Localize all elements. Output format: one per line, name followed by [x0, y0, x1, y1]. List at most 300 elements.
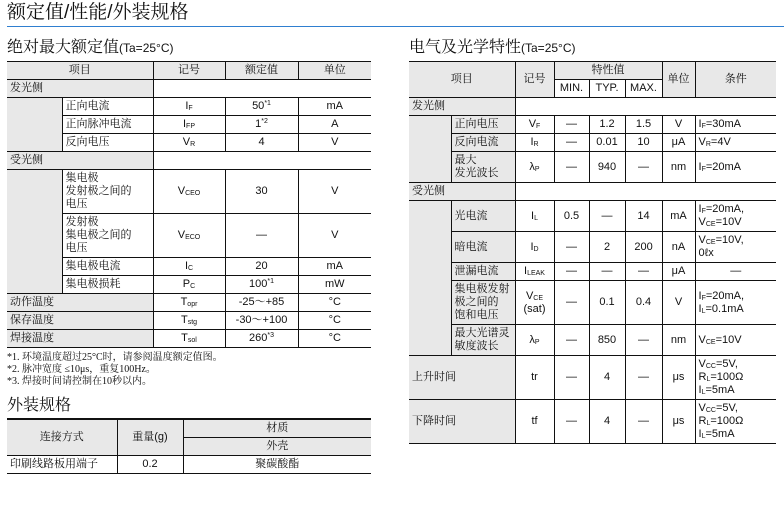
table-row — [7, 312, 371, 330]
condition-value: =20mA — [705, 160, 742, 173]
symbol-subscript: D — [533, 245, 539, 253]
condition-subscript: CC — [705, 363, 716, 370]
symbol-main: λ — [529, 160, 535, 173]
condition-symbol: I — [698, 428, 702, 440]
symbol-cell — [515, 201, 554, 232]
condition-symbol: I — [698, 384, 702, 396]
min-cell: 0.5 — [554, 201, 589, 232]
table-row — [409, 134, 776, 152]
unit-cell: mA — [298, 98, 371, 116]
table-row — [409, 356, 776, 400]
condition-cell — [695, 281, 776, 325]
condition-line — [699, 118, 774, 131]
title-divider — [7, 26, 784, 27]
page-title: 额定值/性能/外装规格 — [7, 2, 189, 23]
min-cell: — — [554, 232, 589, 263]
symbol-main: P — [182, 278, 191, 290]
header-rated-value: 额定值 — [225, 62, 298, 80]
header-weight: 重量(g) — [117, 419, 183, 456]
symbol-subscript: C — [188, 265, 194, 272]
group-indent — [7, 170, 62, 294]
condition-value: =10V — [715, 333, 742, 346]
max-cell: — — [625, 356, 662, 400]
condition-line — [699, 247, 774, 260]
symbol-main: I — [184, 260, 188, 272]
item-cell: 正向电压 — [451, 116, 515, 134]
condition-value: =30mA — [705, 118, 742, 130]
package-row — [7, 456, 371, 474]
package-title: 外装规格 — [7, 397, 72, 414]
condition-line — [699, 234, 774, 247]
unit-cell: °C — [298, 312, 371, 330]
package-table — [7, 418, 371, 474]
rated-value-cell — [225, 258, 298, 276]
condition-symbol: V — [698, 333, 706, 346]
symbol-main: V — [525, 289, 534, 302]
group-row — [7, 80, 371, 98]
rated-value-cell — [225, 214, 298, 258]
unit-cell: V — [662, 281, 695, 325]
footnotes — [7, 352, 371, 388]
group-row — [409, 98, 776, 116]
unit-cell: mA — [298, 258, 371, 276]
symbol-main: T — [180, 296, 188, 308]
typ-cell: 4 — [589, 356, 625, 400]
item-cell: 暗电流 — [451, 232, 515, 263]
symbol-subscript: FP — [186, 123, 195, 130]
table-row — [409, 325, 776, 356]
symbol-subscript: P — [534, 165, 540, 173]
condition-line — [699, 402, 774, 415]
min-cell: — — [554, 134, 589, 152]
symbol-subscript: CEO — [185, 190, 201, 197]
condition-value: =100Ω — [710, 415, 744, 427]
symbol-cell — [515, 281, 554, 325]
table-row — [7, 98, 371, 116]
min-cell: — — [554, 325, 589, 356]
item-cell: 上升时间 — [409, 356, 515, 400]
unit-cell: V — [298, 170, 371, 214]
condition-symbol: V — [698, 402, 706, 414]
ratings-title-text: 绝对最大额定值 — [7, 39, 120, 56]
unit-cell: V — [298, 214, 371, 258]
symbol-cell — [515, 232, 554, 263]
typ-cell: 1.2 — [589, 116, 625, 134]
rated-value: 4 — [258, 136, 265, 148]
table-row — [409, 152, 776, 183]
unit-cell: V — [662, 116, 695, 134]
unit-cell: mW — [298, 276, 371, 294]
item-cell: 集电极 发射极之间的 电压 — [62, 170, 153, 214]
condition-cell — [695, 201, 776, 232]
symbol-main: T — [180, 314, 188, 326]
table-row — [409, 201, 776, 232]
condition-cell — [695, 263, 776, 281]
symbol-subscript: sol — [187, 337, 197, 344]
rated-value: -30～+100 — [235, 314, 288, 326]
header-case: 外壳 — [183, 438, 371, 456]
max-cell: 14 — [625, 201, 662, 232]
header-symbol: 记号 — [515, 62, 554, 98]
condition-line — [699, 265, 774, 278]
ratings-title — [7, 38, 371, 58]
rated-value: 50 — [252, 100, 265, 112]
group-spacer — [153, 152, 371, 170]
condition-line — [699, 303, 774, 316]
package-header-row — [7, 419, 371, 438]
condition-symbol: V — [698, 216, 706, 228]
right-column — [409, 38, 776, 444]
header-unit: 单位 — [662, 62, 695, 98]
condition-subscript: CE — [705, 239, 716, 246]
unit-cell: nA — [662, 232, 695, 263]
rated-value: 30 — [255, 185, 268, 197]
symbol-main: I — [530, 136, 534, 148]
typ-cell: 850 — [589, 325, 625, 356]
condition-value: =10V, — [715, 234, 744, 246]
symbol-cell — [153, 214, 225, 258]
group-label: 发光侧 — [409, 98, 515, 116]
header-item: 项目 — [409, 62, 515, 98]
max-cell: — — [625, 400, 662, 444]
symbol-subscript: F — [536, 123, 541, 130]
symbol-cell — [153, 294, 225, 312]
symbol-cell — [515, 325, 554, 356]
max-cell: 0.4 — [625, 281, 662, 325]
condition-value: =20mA, — [705, 289, 745, 302]
condition-cell — [695, 400, 776, 444]
condition-subscript: F — [701, 165, 706, 173]
table-row — [7, 276, 371, 294]
unit-cell: °C — [298, 330, 371, 348]
condition-value: =0.1mA — [705, 302, 744, 315]
symbol-subscript: F — [188, 105, 193, 112]
header-max: MAX. — [625, 80, 662, 98]
symbol-subscript: CE — [533, 294, 544, 302]
symbol-subscript: R — [533, 141, 539, 148]
symbol-cell — [515, 400, 554, 444]
symbol-subscript: LEAK — [527, 270, 545, 277]
condition-subscript: L — [701, 389, 706, 396]
condition-value: =10V — [715, 216, 742, 228]
rated-value-cell — [225, 98, 298, 116]
group-spacer — [153, 80, 371, 98]
header-min: MIN. — [554, 80, 589, 98]
condition-line — [699, 384, 774, 397]
unit-cell: μA — [662, 263, 695, 281]
characteristics-condition: (Ta=25°C) — [521, 41, 576, 55]
rated-value-cell — [225, 330, 298, 348]
symbol-cell — [515, 116, 554, 134]
min-cell: — — [554, 356, 589, 400]
condition-symbol: 0ℓx — [698, 247, 714, 259]
symbol-subscript: opr — [187, 301, 198, 308]
item-cell: 集电极发射 极之间的 饱和电压 — [451, 281, 515, 325]
condition-symbol: I — [698, 203, 702, 215]
min-cell: — — [554, 116, 589, 134]
symbol-subscript: stg — [187, 319, 198, 326]
condition-cell — [695, 325, 776, 356]
group-spacer — [515, 98, 776, 116]
rated-value: -25～+85 — [238, 296, 285, 308]
table-row — [409, 116, 776, 134]
symbol-cell — [515, 263, 554, 281]
group-indent — [409, 201, 451, 356]
item-cell: 正向脉冲电流 — [62, 116, 153, 134]
symbol-main: I — [530, 240, 534, 253]
condition-subscript: L — [706, 420, 711, 427]
item-cell: 最大光谱灵 敏度波长 — [451, 325, 515, 356]
symbol-suffix: (sat) — [523, 302, 546, 315]
condition-line — [699, 358, 774, 371]
characteristics-title-text: 电气及光学特性 — [409, 39, 522, 56]
table-row — [409, 400, 776, 444]
left-column — [7, 38, 371, 474]
unit-cell: °C — [298, 294, 371, 312]
table-row — [7, 214, 371, 258]
symbol-cell — [515, 356, 554, 400]
rated-value-cell — [225, 312, 298, 330]
header-item: 项目 — [7, 62, 153, 80]
max-cell: 10 — [625, 134, 662, 152]
max-cell: — — [625, 325, 662, 356]
table-row — [409, 281, 776, 325]
condition-symbol: I — [698, 160, 702, 173]
header-row — [409, 62, 776, 80]
condition-value: =100Ω — [710, 371, 744, 383]
item-cell: 焊接温度 — [7, 330, 153, 348]
condition-subscript: F — [701, 123, 706, 130]
condition-symbol: V — [698, 136, 706, 148]
header-connection: 连接方式 — [7, 419, 117, 456]
group-indent — [409, 116, 451, 183]
unit-cell: μs — [662, 356, 695, 400]
condition-symbol: I — [698, 289, 702, 302]
header-row — [7, 62, 371, 80]
rated-value: 100 — [249, 278, 268, 290]
condition-subscript: CC — [705, 407, 716, 414]
unit-cell: nm — [662, 152, 695, 183]
connection-value: 印刷线路板用端子 — [7, 456, 117, 474]
condition-line — [699, 334, 774, 347]
rated-value-cell — [225, 170, 298, 214]
rated-value: 20 — [255, 260, 268, 272]
typ-cell: 2 — [589, 232, 625, 263]
condition-line — [699, 415, 774, 428]
symbol-main: V — [177, 229, 186, 241]
condition-subscript: L — [701, 307, 706, 315]
symbol-main: I — [182, 118, 187, 130]
symbol-cell — [153, 312, 225, 330]
condition-line — [699, 203, 774, 216]
typ-cell: 0.01 — [589, 134, 625, 152]
item-cell: 反向电流 — [451, 134, 515, 152]
table-row — [7, 170, 371, 214]
condition-line — [699, 371, 774, 384]
rated-value: — — [256, 229, 267, 241]
typ-cell: 0.1 — [589, 281, 625, 325]
item-cell: 下降时间 — [409, 400, 515, 444]
table-row — [7, 134, 371, 152]
condition-subscript: R — [705, 141, 711, 148]
rated-value: 260 — [249, 332, 268, 344]
condition-subscript: L — [706, 376, 711, 383]
max-cell: 200 — [625, 232, 662, 263]
condition-value: =5mA — [705, 428, 735, 440]
condition-cell — [695, 152, 776, 183]
unit-cell: μs — [662, 400, 695, 444]
symbol-cell — [515, 134, 554, 152]
max-cell: 1.5 — [625, 116, 662, 134]
footnote-ref: *2 — [261, 118, 268, 125]
table-row — [7, 294, 371, 312]
group-spacer — [515, 183, 776, 201]
condition-line — [699, 136, 774, 149]
unit-cell: μA — [662, 134, 695, 152]
condition-subscript: F — [701, 208, 706, 215]
condition-line — [699, 161, 774, 174]
symbol-main: I — [185, 100, 189, 112]
symbol-cell — [515, 152, 554, 183]
table-row — [7, 330, 371, 348]
condition-value: =5mA — [705, 384, 735, 396]
item-cell: 反向电压 — [62, 134, 153, 152]
group-row — [409, 183, 776, 201]
typ-cell: — — [589, 201, 625, 232]
min-cell: — — [554, 152, 589, 183]
condition-symbol: V — [698, 234, 706, 246]
condition-value: =5V, — [715, 402, 738, 414]
rated-value-cell — [225, 276, 298, 294]
condition-cell — [695, 232, 776, 263]
item-cell: 动作温度 — [7, 294, 153, 312]
footnote: *2. 脉冲宽度 ≤10μs，重复100Hz。 — [7, 364, 156, 375]
condition-line — [699, 428, 774, 441]
condition-symbol: R — [698, 415, 707, 427]
item-cell: 光电流 — [451, 201, 515, 232]
symbol-cell — [153, 276, 225, 294]
symbol-subscript: C — [190, 283, 196, 290]
group-label: 受光侧 — [409, 183, 515, 201]
item-cell: 泄漏电流 — [451, 263, 515, 281]
symbol-main: λ — [529, 333, 535, 346]
condition-cell — [695, 116, 776, 134]
table-row — [7, 258, 371, 276]
header-symbol: 记号 — [153, 62, 225, 80]
unit-cell: V — [298, 134, 371, 152]
item-cell: 发射极 集电极之间的 电压 — [62, 214, 153, 258]
max-cell: — — [625, 152, 662, 183]
rated-value-cell — [225, 134, 298, 152]
typ-cell: 4 — [589, 400, 625, 444]
condition-subscript: F — [701, 294, 706, 302]
symbol-subscript: ECO — [185, 234, 201, 241]
symbol-main: V — [528, 118, 537, 130]
table-row — [7, 116, 371, 134]
symbol-main: I — [524, 265, 528, 277]
condition-subscript: CE — [705, 221, 716, 228]
condition-symbol: V — [698, 358, 706, 370]
condition-line — [699, 216, 774, 229]
condition-value: =20mA, — [705, 203, 745, 215]
table-row — [409, 232, 776, 263]
condition-cell — [695, 356, 776, 400]
ratings-condition: (Ta=25°C) — [119, 41, 174, 55]
symbol-main: T — [181, 332, 188, 344]
rated-value-cell — [225, 116, 298, 134]
max-cell: — — [625, 263, 662, 281]
header-unit: 单位 — [298, 62, 371, 80]
group-label: 受光侧 — [7, 152, 153, 170]
footnote: *1. 环境温度超过25°C时，请参阅温度额定值图。 — [7, 352, 223, 363]
condition-line — [699, 290, 774, 303]
symbol-main: V — [182, 136, 191, 148]
symbol-main: tr — [531, 371, 538, 383]
symbol-main: V — [177, 185, 186, 197]
symbol-main: tf — [531, 415, 538, 427]
condition-subscript: L — [701, 433, 706, 440]
unit-cell: mA — [662, 201, 695, 232]
typ-cell: — — [589, 263, 625, 281]
table-row — [409, 263, 776, 281]
symbol-cell — [153, 170, 225, 214]
symbol-subscript: P — [534, 338, 540, 346]
group-label: 发光侧 — [7, 80, 153, 98]
footnote-ref: *1 — [267, 278, 274, 285]
symbol-cell — [153, 330, 225, 348]
header-typ: TYP. — [589, 80, 625, 98]
case-value: 聚碳酸酯 — [183, 456, 371, 474]
absolute-max-ratings-table — [7, 61, 371, 348]
footnote-ref: *1 — [264, 100, 271, 107]
unit-cell: A — [298, 116, 371, 134]
unit-cell: nm — [662, 325, 695, 356]
condition-symbol: — — [730, 265, 742, 277]
symbol-cell — [153, 98, 225, 116]
group-row — [7, 152, 371, 170]
item-cell: 集电极电流 — [62, 258, 153, 276]
item-cell: 集电极损耗 — [62, 276, 153, 294]
header-material: 材质 — [183, 419, 371, 438]
symbol-cell — [153, 116, 225, 134]
item-cell: 最大 发光波长 — [451, 152, 515, 183]
characteristics-title — [409, 38, 776, 58]
symbol-subscript: L — [534, 214, 538, 222]
header-characteristic-value: 特性值 — [554, 62, 662, 80]
condition-value: =5V, — [715, 358, 738, 370]
condition-symbol: I — [698, 118, 702, 130]
condition-symbol: R — [698, 371, 707, 383]
condition-symbol: I — [698, 302, 702, 315]
header-condition: 条件 — [695, 62, 776, 98]
symbol-cell — [153, 134, 225, 152]
electro-optical-characteristics-table — [409, 61, 776, 444]
weight-value: 0.2 — [117, 456, 183, 474]
rated-value-cell — [225, 294, 298, 312]
item-cell: 保存温度 — [7, 312, 153, 330]
typ-cell: 940 — [589, 152, 625, 183]
footnote: *3. 焊接时间请控制在10秒以内。 — [7, 376, 152, 387]
rated-value: 1 — [255, 118, 262, 130]
symbol-cell — [153, 258, 225, 276]
symbol-subscript: R — [190, 141, 196, 148]
condition-cell — [695, 134, 776, 152]
footnote-ref: *3 — [267, 332, 274, 339]
condition-subscript: CE — [705, 338, 716, 346]
condition-value: =4V — [710, 136, 731, 148]
min-cell: — — [554, 400, 589, 444]
min-cell: — — [554, 281, 589, 325]
